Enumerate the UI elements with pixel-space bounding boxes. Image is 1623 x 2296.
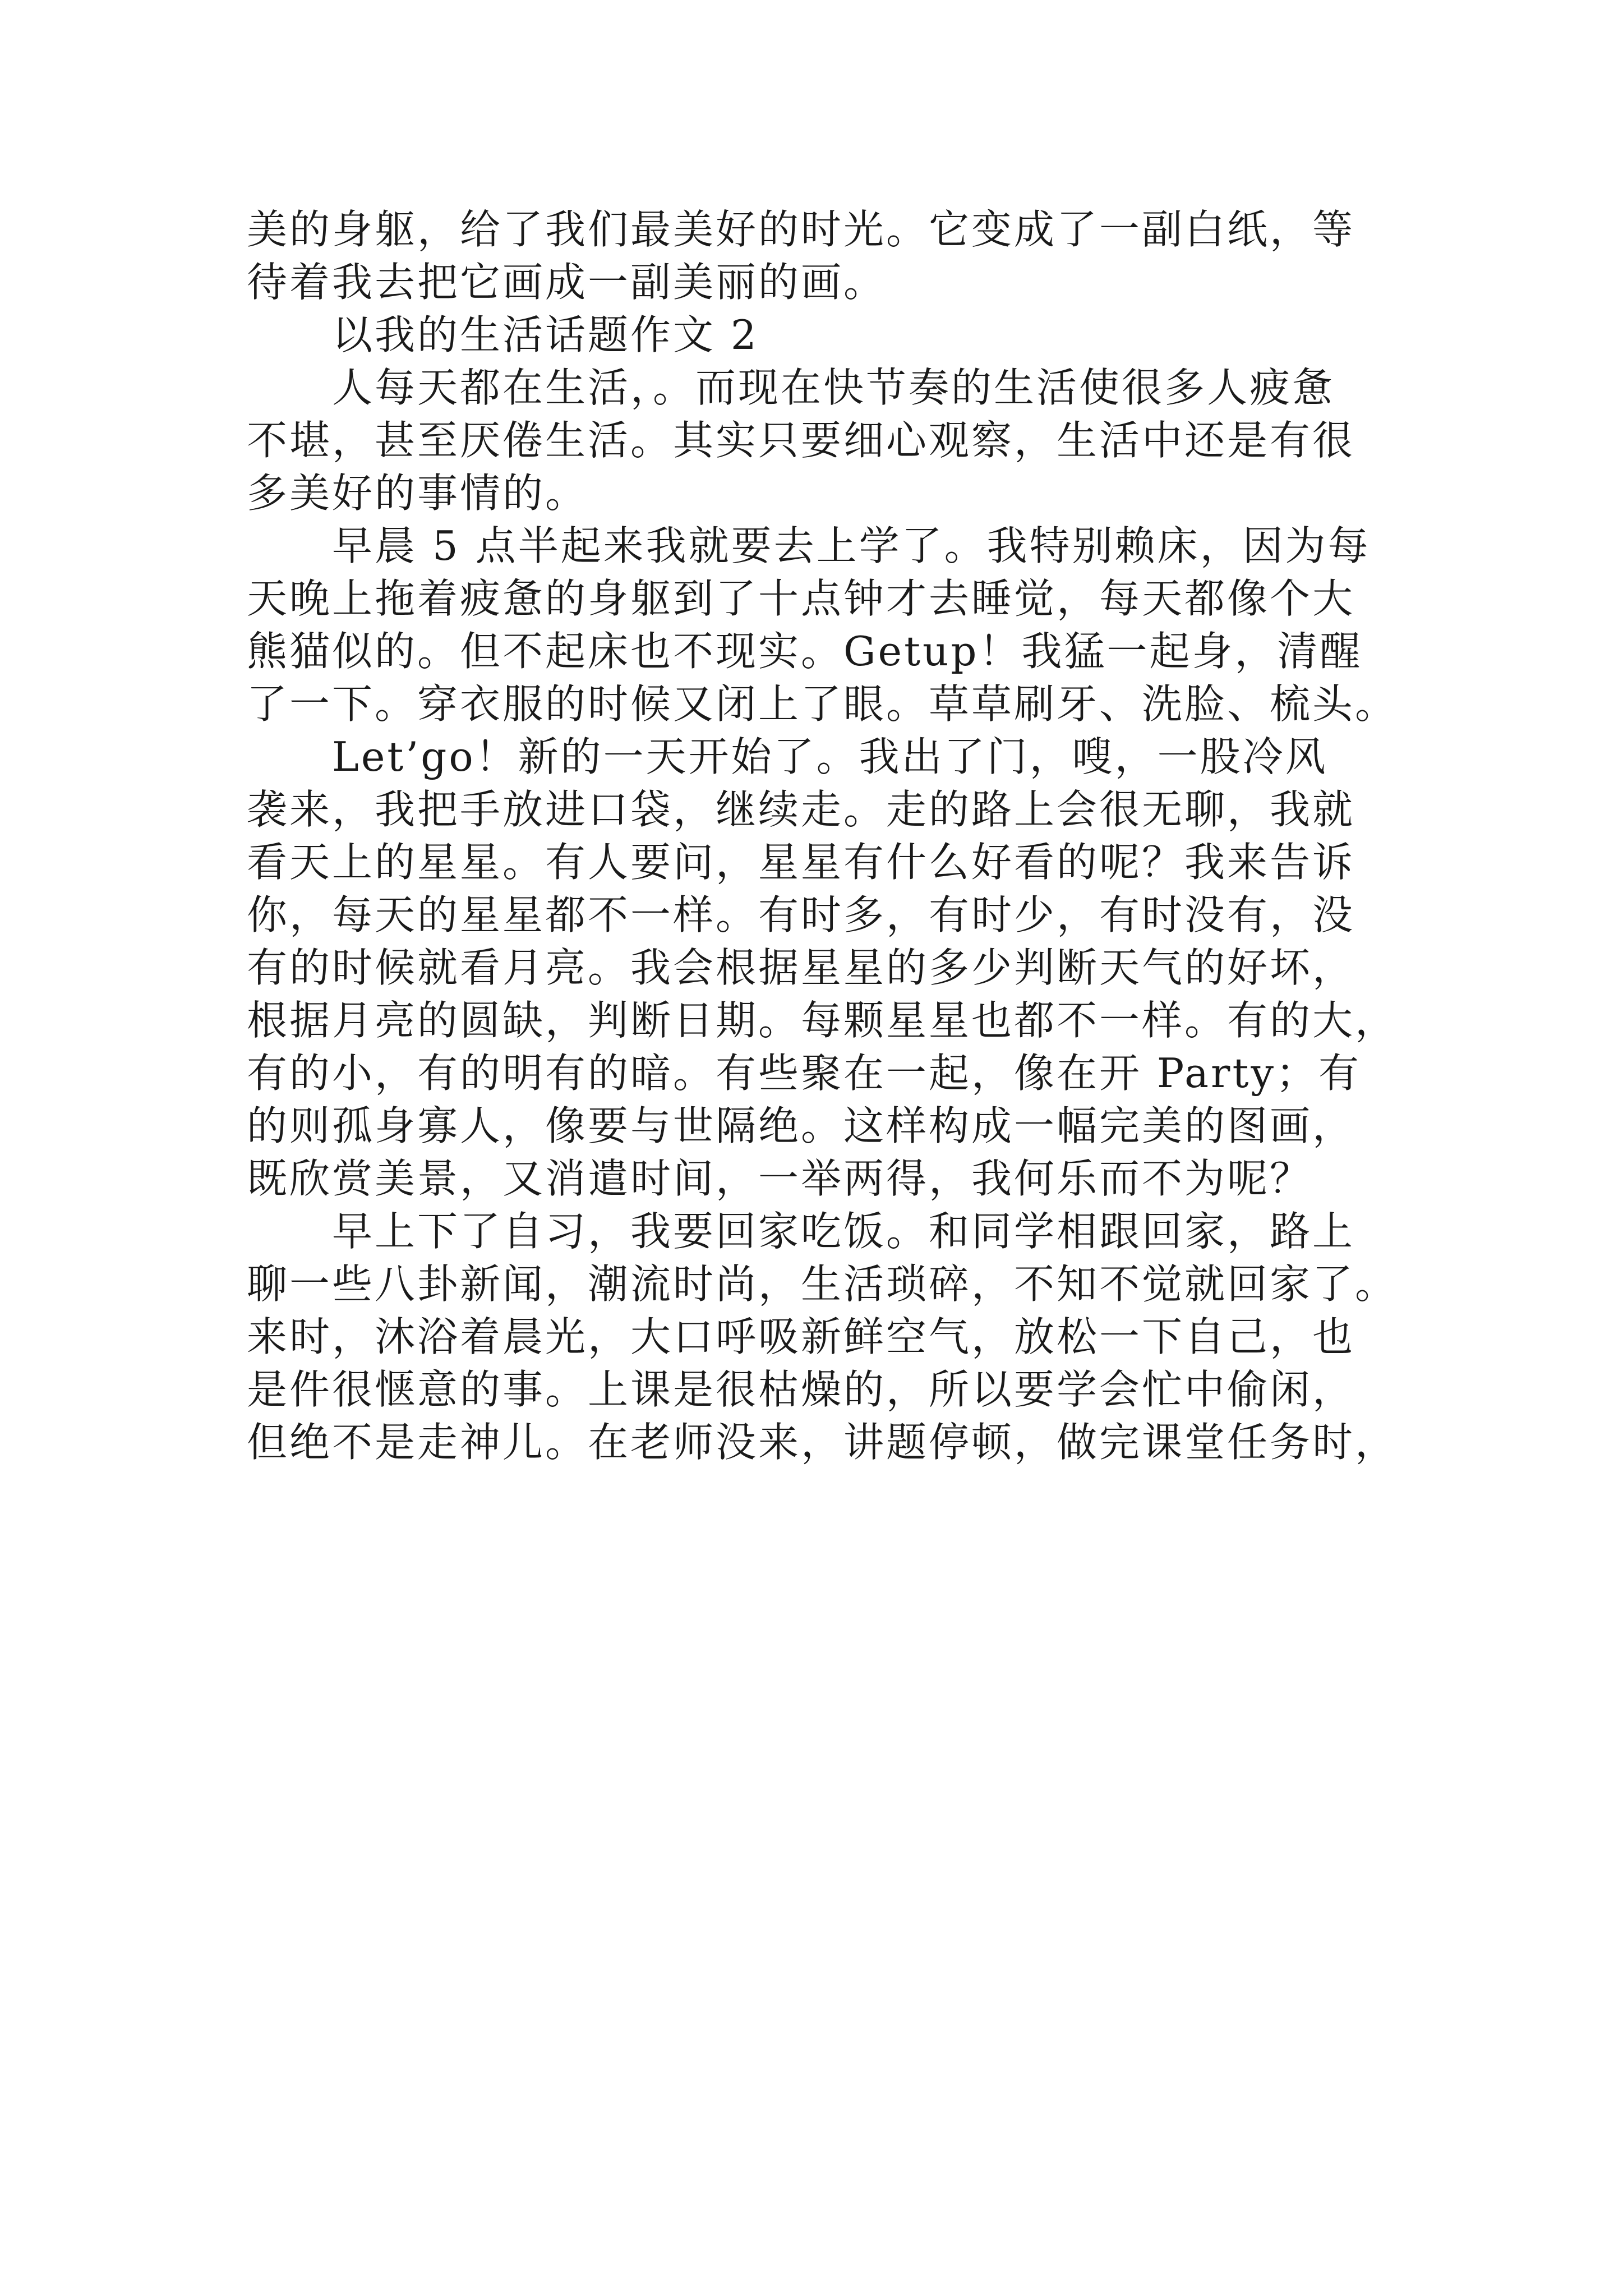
text-line: 袭来，我把手放进口袋，继续走。走的路上会很无聊，我就 — [247, 786, 1355, 833]
paragraph — [247, 1205, 1398, 1469]
text-line: 来时，沐浴着晨光，大口呼吸新鲜空气，放松一下自己，也 — [247, 1313, 1355, 1360]
text-line: 不堪，甚至厌倦生活。其实只要细心观察，生活中还是有很 — [247, 417, 1355, 464]
paragraph — [247, 730, 1398, 1205]
document-body — [247, 203, 1398, 1469]
text-line: 的则孤身寡人，像要与世隔绝。这样构成一幅完美的图画， — [247, 1102, 1355, 1149]
paragraph — [247, 361, 1391, 519]
text-line: Let’go！新的一天开始了。我出了门，嗖，一股冷风 — [332, 733, 1328, 780]
text-line: 了一下。穿衣服的时候又闭上了眼。草草刷牙、洗脸、梳头。 — [247, 680, 1398, 728]
text-line: 既欣赏美景，又消遣时间，一举两得，我何乐而不为呢？ — [247, 1155, 1313, 1202]
text-line: 以我的生活话题作文 2 — [332, 311, 759, 358]
text-line: 多美好的事情的。 — [247, 470, 588, 517]
text-line: 待着我去把它画成一副美丽的画。 — [247, 259, 887, 306]
text-line: 是件很惬意的事。上课是很枯燥的，所以要学会忙中偷闲， — [247, 1366, 1355, 1413]
text-line: 有的时候就看月亮。我会根据星星的多少判断天气的好坏， — [247, 944, 1355, 991]
text-line: 早晨 5 点半起来我就要去上学了。我特别赖床，因为每 — [332, 522, 1371, 569]
paragraph — [247, 519, 1398, 730]
text-line: 人每天都在生活，。而现在快节奏的生活使很多人疲惫 — [332, 364, 1335, 411]
text-line: 天晚上拖着疲惫的身躯到了十点钟才去睡觉，每天都像个大 — [247, 575, 1355, 622]
text-line: 根据月亮的圆缺，判断日期。每颗星星也都不一样。有的大， — [247, 997, 1398, 1044]
section-heading — [247, 309, 1391, 361]
text-line: 但绝不是走神儿。在老师没来，讲题停顿，做完课堂任务时， — [247, 1419, 1398, 1466]
text-line: 美的身躯，给了我们最美好的时光。它变成了一副白纸，等 — [247, 206, 1355, 253]
text-line: 早上下了自习，我要回家吃饭。和同学相跟回家，路上 — [332, 1208, 1355, 1255]
text-line: 有的小，有的明有的暗。有些聚在一起，像在开 Party；有 — [247, 1050, 1362, 1097]
text-line: 聊一些八卦新闻，潮流时尚，生活琐碎，不知不觉就回家了。 — [247, 1260, 1398, 1308]
text-line: 你，每天的星星都不一样。有时多，有时少，有时没有，没 — [247, 891, 1355, 938]
text-line: 看天上的星星。有人要问，星星有什么好看的呢？我来告诉 — [247, 839, 1355, 886]
text-line: 熊猫似的。但不起床也不现实。Getup！我猛一起身，清醒 — [247, 628, 1363, 675]
paragraph — [247, 203, 1391, 309]
